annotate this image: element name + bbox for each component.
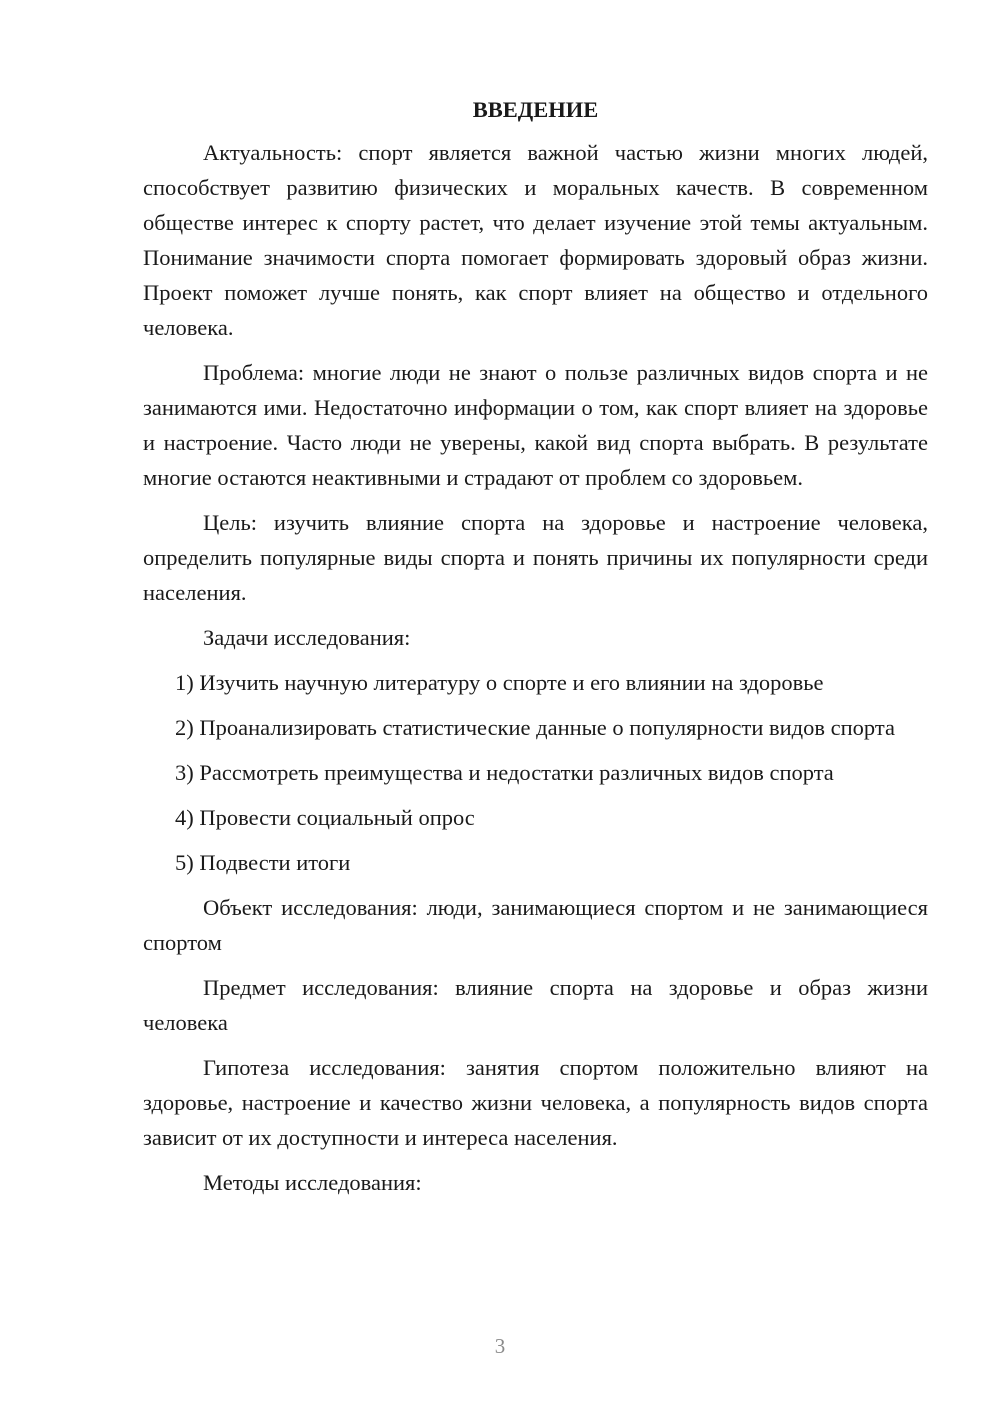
problem-paragraph: Проблема: многие люди не знают о пользе различных видов спорта и не занимаются ими. Недостаточно информации о том, как спорт влияет на здоровье и настроение. Часто люди не уверены, какой вид спорта выбрать. В результате многие остаются неактивными и страдают от проблем со здоровьем.	[143, 360, 928, 490]
page-title: ВВЕДЕНИЕ	[472, 97, 599, 122]
hypothesis-paragraph: Гипотеза исследования: занятия спортом положительно влияют на здоровье, настроение и качество жизни человека, а популярность видов спорта зависит от их доступности и интереса населения.	[143, 1055, 928, 1150]
task-item-2: 2) Проанализировать статистические данные о популярности видов спорта	[175, 715, 895, 740]
relevance-paragraph: Актуальность: спорт является важной частью жизни многих людей, способствует развитию физических и моральных качеств. В современном обществе интерес к спорту растет, что делает изучение этой темы актуальным. Понимание значимости спорта помогает формировать здоровый образ жизни. Проект поможет лучше понять, как спорт влияет на общество и отдельного человека.	[143, 140, 928, 340]
task-item-3: 3) Рассмотреть преимущества и недостатки различных видов спорта	[175, 760, 834, 785]
methods-heading: Методы исследования:	[203, 1170, 422, 1195]
task-item-4: 4) Провести социальный опрос	[175, 805, 475, 830]
task-item-5: 5) Подвести итоги	[175, 850, 351, 875]
tasks-heading: Задачи исследования:	[203, 625, 411, 650]
subject-paragraph: Предмет исследования: влияние спорта на здоровье и образ жизни человека	[143, 975, 928, 1035]
page-content	[143, 92, 928, 1210]
task-item-1: 1) Изучить научную литературу о спорте и его влиянии на здоровье	[175, 670, 824, 695]
goal-paragraph: Цель: изучить влияние спорта на здоровье и настроение человека, определить популярные виды спорта и понять причины их популярности среди населения.	[143, 510, 928, 605]
object-paragraph: Объект исследования: люди, занимающиеся спортом и не занимающиеся спортом	[143, 895, 928, 955]
page-number: 3	[494, 1334, 506, 1358]
